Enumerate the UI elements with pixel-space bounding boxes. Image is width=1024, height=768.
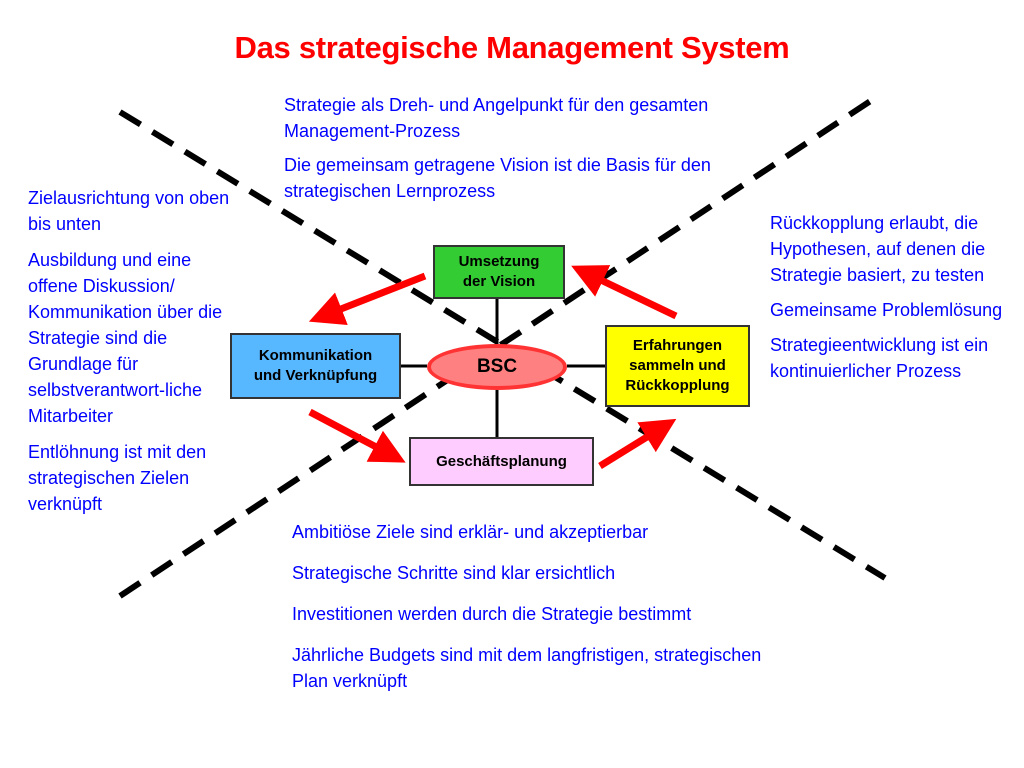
text-top-item: Strategie als Dreh- und Angelpunkt für den gesamten Management-Prozess (284, 95, 709, 141)
box-kommunikation-line: und Verknüpfung (253, 367, 378, 384)
text-block-top (284, 92, 754, 212)
box-erfahrungen-line: Erfahrungen (632, 337, 723, 354)
box-kommunikation-line: Kommunikation (258, 347, 373, 364)
text-right-item: Strategieentwicklung ist ein kontinuierlicher Prozess (770, 335, 989, 381)
text-bottom-item: Jährliche Budgets sind mit dem langfristigen, strategischen Plan verknüpft (292, 645, 762, 691)
arrow-umsetzung-to-kommunikation (318, 276, 425, 318)
text-left-item: Entlöhnung ist mit den strategischen Zielen verknüpft (28, 442, 207, 514)
box-kommunikation-und-verknuepfung (230, 333, 401, 399)
arrow-geschaeft-to-erfahrungen (600, 424, 668, 466)
box-geschaeft-line: Geschäftsplanung (436, 452, 567, 470)
box-erfahrungen-line: Rückkopplung (625, 377, 730, 394)
text-bottom-item: Investitionen werden durch die Strategie bestimmt (292, 604, 692, 624)
box-geschaeftsplanung (409, 437, 594, 486)
bsc-center-ellipse (427, 344, 567, 390)
text-left-item: Zielausrichtung von oben bis unten (28, 188, 230, 234)
text-right-item: Rückkopplung erlaubt, die Hypothesen, auf denen die Strategie basiert, zu testen (770, 213, 986, 285)
box-umsetzung-der-vision (433, 245, 565, 299)
box-umsetzung-line: der Vision (462, 273, 536, 290)
text-left-item: Ausbildung und eine offene Diskussion/ Kommunikation über die Strategie sind die Grundlage für selbstverantwort-liche Mitarbeiter (28, 250, 223, 426)
text-top-item: Die gemeinsam getragene Vision ist die Basis für den strategischen Lernprozess (284, 155, 711, 201)
text-bottom-item: Ambitiöse Ziele sind erklär- und akzeptierbar (292, 522, 649, 542)
box-erfahrungen-line: sammeln und (629, 357, 726, 374)
text-bottom-item: Strategische Schritte sind klar ersichtlich (292, 563, 616, 583)
box-erfahrungen-sammeln (605, 325, 750, 407)
bsc-label: BSC (476, 356, 518, 377)
text-block-bottom (292, 519, 762, 709)
arrow-erfahrungen-to-umsetzung (580, 270, 676, 316)
page-title: Das strategische Management System (234, 30, 790, 65)
text-block-right (770, 210, 1010, 393)
box-umsetzung-line: Umsetzung (458, 253, 540, 270)
text-block-left (28, 185, 243, 527)
text-right-item: Gemeinsame Problemlösung (770, 300, 1003, 320)
